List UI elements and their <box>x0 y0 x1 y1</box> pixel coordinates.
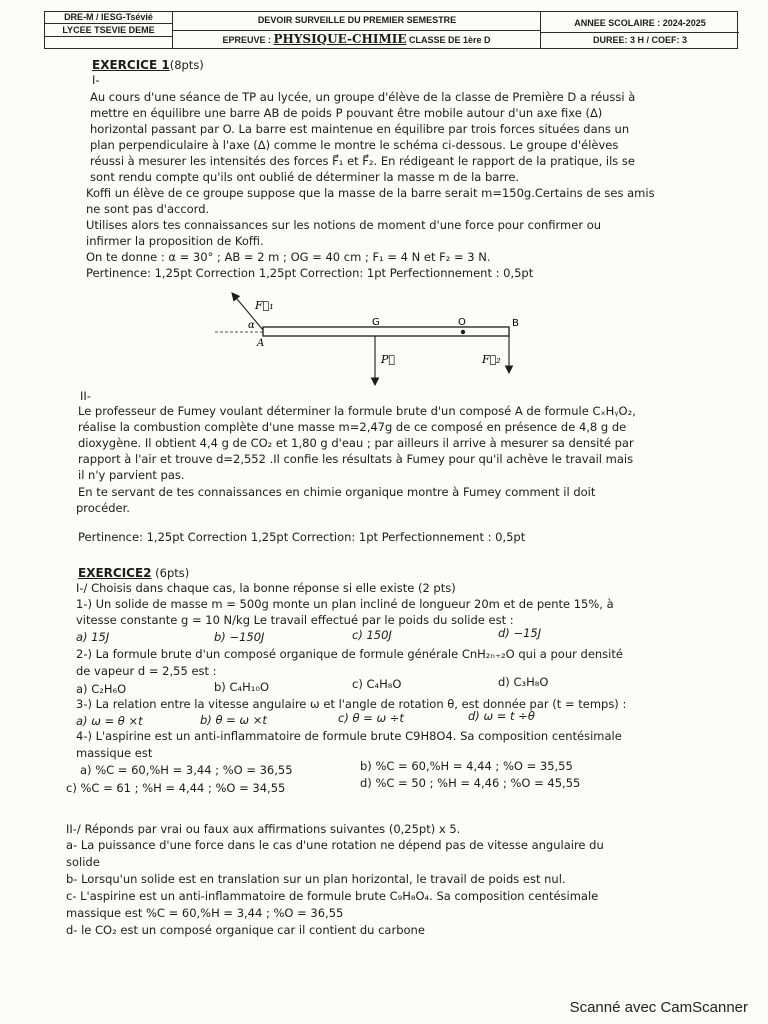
ex2-part-two-line: solide <box>66 855 100 869</box>
ex1-line: horizontal passant par O. La barre est maintenue en équilibre par trois forces situées dans un <box>90 122 630 136</box>
ex2-part-two-line: a- La puissance d'une force dans le cas d'une rotation ne dépend pas de vitesse angulaire du <box>66 838 604 852</box>
ex2-part-two-line: II-/ Réponds par vrai ou faux aux affirmations suivantes (0,25pt) x 5. <box>66 822 461 836</box>
q1-option-d: d) −15J <box>498 626 542 640</box>
ex2-part-two-line: d- le CO₂ est un composé organique car il contient du carbone <box>66 923 425 937</box>
ex1-line: infirmer la proposition de Koffi. <box>86 234 264 248</box>
q1-option-c: c) 150J <box>352 628 392 642</box>
q2-option-c: c) C₄H₈O <box>352 677 402 691</box>
header-duration: DUREE: 3 H / COEF: 3 <box>541 32 739 48</box>
ex2-q3-line: 3-) La relation entre la vitesse angulaire ω et l'angle de rotation θ, est donnée par (t = temps) : <box>76 697 627 711</box>
ex1-heading <box>92 58 204 73</box>
ex1-line2: rapport à l'air et trouve d=2,552 .Il confie les résultats à Fumey pour qu'il achève le travail mais <box>78 452 634 466</box>
q4-option-b: b) %C = 60,%H = 4,44 ; %O = 35,55 <box>360 759 573 773</box>
ex1-score-line-2: Pertinence: 1,25pt Correction 1,25pt Correction: 1pt Perfectionnement : 0,5pt <box>78 530 526 544</box>
q2-option-b: b) C₄H₁₀O <box>214 680 270 694</box>
bar-ab <box>263 327 509 336</box>
ex1-points: (8pts) <box>169 58 204 72</box>
ex1-line: ne sont pas d'accord. <box>86 202 210 216</box>
bar-diagram <box>215 285 545 395</box>
ex1-line2: procéder. <box>76 501 130 515</box>
ex2-part-two-line: b- Lorsqu'un solide est en translation sur un plan horizontal, le travail de poids est nul. <box>66 872 566 886</box>
label-o: O <box>458 317 466 328</box>
label-p: P⃗ <box>381 353 396 366</box>
ex2-line: vitesse constante g = 10 N/kg Le travail effectué par le poids du solide est : <box>76 613 514 627</box>
header-table <box>44 11 738 49</box>
ex1-line: Koffi un élève de ce groupe suppose que la masse de la barre serait m=150g.Certains de ses amis <box>86 186 655 200</box>
q4-option-c: c) %C = 61 ; %H = 4,44 ; %O = 34,55 <box>66 781 286 795</box>
q3-option-b: b) θ = ω ×t <box>200 713 267 727</box>
ex1-line2: En te servant de tes connaissances en chimie organique montre à Fumey comment il doit <box>78 485 596 499</box>
epreuve-label: EPREUVE : <box>222 35 271 45</box>
ex1-data-line: On te donne : α = 30° ; AB = 2 m ; OG = 40 cm ; F₁ = 4 N et F₂ = 3 N. <box>86 250 491 264</box>
ex1-score-line: Pertinence: 1,25pt Correction 1,25pt Correction: 1pt Perfectionnement : 0,5pt <box>86 266 534 280</box>
label-alpha: α <box>248 320 255 331</box>
ex2-q2-line: 2-) La formule brute d'un composé organique de formule générale CnH₂ₙ₊₂O qui a pour densité <box>76 647 623 661</box>
ex1-line: plan perpendiculaire à l'axe (Δ) comme le montre le schéma ci-dessous. Le groupe d'élèves <box>90 138 619 152</box>
ex1-line2: il n'y parvient pas. <box>78 468 185 482</box>
ex2-line: I-/ Choisis dans chaque cas, la bonne réponse si elle existe (2 pts) <box>76 581 456 595</box>
q2-option-d: d) C₃H₈O <box>498 675 549 689</box>
ex1-part-two: II- <box>80 389 91 403</box>
ex2-q2-line: de vapeur d = 2,55 est : <box>76 664 217 678</box>
ex1-title: EXERCICE 1 <box>92 58 170 72</box>
ex1-line: Au cours d'une séance de TP au lycée, un groupe d'élève de la classe de Première D a réussi à <box>90 90 636 104</box>
q3-option-d: d) ω = t ÷θ <box>468 709 535 723</box>
label-f1: F⃗₁ <box>255 299 274 312</box>
header-exam-title: DEVOIR SURVEILLE DU PREMIER SEMESTRE <box>257 15 457 25</box>
ex2-title: EXERCICE2 <box>78 566 152 580</box>
subject-name: PHYSIQUE-CHIMIE <box>273 32 407 46</box>
q2-option-a: a) C₂H₆O <box>76 682 127 696</box>
q3-option-c: c) θ = ω ÷t <box>338 711 404 725</box>
header-epreuve <box>173 30 541 48</box>
ex1-line: réussi à mesurer les intensités des forces F⃗₁ et F⃗₂. En rédigeant le rapport de la pratique, ils se <box>90 154 635 168</box>
ex1-line: mettre en équilibre une barre AB de poids P pouvant être mobile autour d'un axe fixe (Δ) <box>90 106 603 120</box>
ex2-part-two-line: c- L'aspirine est un anti-inflammatoire de formule brute C₉H₈O₄. Sa composition centésimale <box>66 889 599 903</box>
ex1-line2: Le professeur de Fumey voulant déterminer la formule brute d'un composé A de formule CₓHᵧO₂, <box>78 404 636 418</box>
q4-option-a: a) %C = 60,%H = 3,44 ; %O = 36,55 <box>80 763 293 777</box>
label-b: B <box>512 318 519 329</box>
ex1-line2: réalise la combustion complète d'une masse m=2,47g de ce composé en présence de 4,8 g de <box>78 420 627 434</box>
pivot-o-dot <box>461 330 465 334</box>
header-dre: DRE-M / IESG-Tsévié <box>45 12 173 24</box>
class-name: CLASSE DE 1ère D <box>409 35 491 45</box>
ex1-line: sont rendu compte qu'ils ont oublié de déterminer la masse m de la barre. <box>90 170 520 184</box>
header-school-year: ANNEE SCOLAIRE : 2024-2025 <box>574 18 706 28</box>
ex2-line: 1-) Un solide de masse m = 500g monte un plan incliné de longueur 20m et de pente 15%, à <box>76 597 614 611</box>
header-school: LYCEE TSEVIE DEME <box>45 24 173 36</box>
header-empty-cell <box>45 36 173 48</box>
ex1-line2: dioxygène. Il obtient 4,4 g de CO₂ et 1,80 g d'eau ; par ailleurs il arrive à mesurer sa densité par <box>78 436 634 450</box>
q4-option-d: d) %C = 50 ; %H = 4,46 ; %O = 45,55 <box>360 776 581 790</box>
ex2-q4-line: massique est <box>76 746 153 760</box>
q1-option-b: b) −150J <box>214 630 265 644</box>
ex1-part-one: I- <box>92 73 100 87</box>
label-a: A <box>257 338 265 349</box>
ex2-q4-line: 4-) L'aspirine est un anti-inflammatoire de formule brute C9H8O4. Sa composition centésimale <box>76 729 622 743</box>
ex2-heading <box>78 566 189 581</box>
ex1-line: Utilises alors tes connaissances sur les notions de moment d'une force pour confirmer ou <box>86 218 602 232</box>
label-g: G <box>372 317 380 328</box>
q1-option-a: a) 15J <box>76 630 110 644</box>
ex2-part-two-line: massique est %C = 60,%H = 3,44 ; %O = 36,55 <box>66 906 344 920</box>
q3-option-a: a) ω = θ ×t <box>76 714 143 728</box>
ex2-points: (6pts) <box>155 566 190 580</box>
scanner-footer: Scanné avec CamScanner <box>569 999 748 1016</box>
label-f2: F⃗₂ <box>482 353 501 366</box>
